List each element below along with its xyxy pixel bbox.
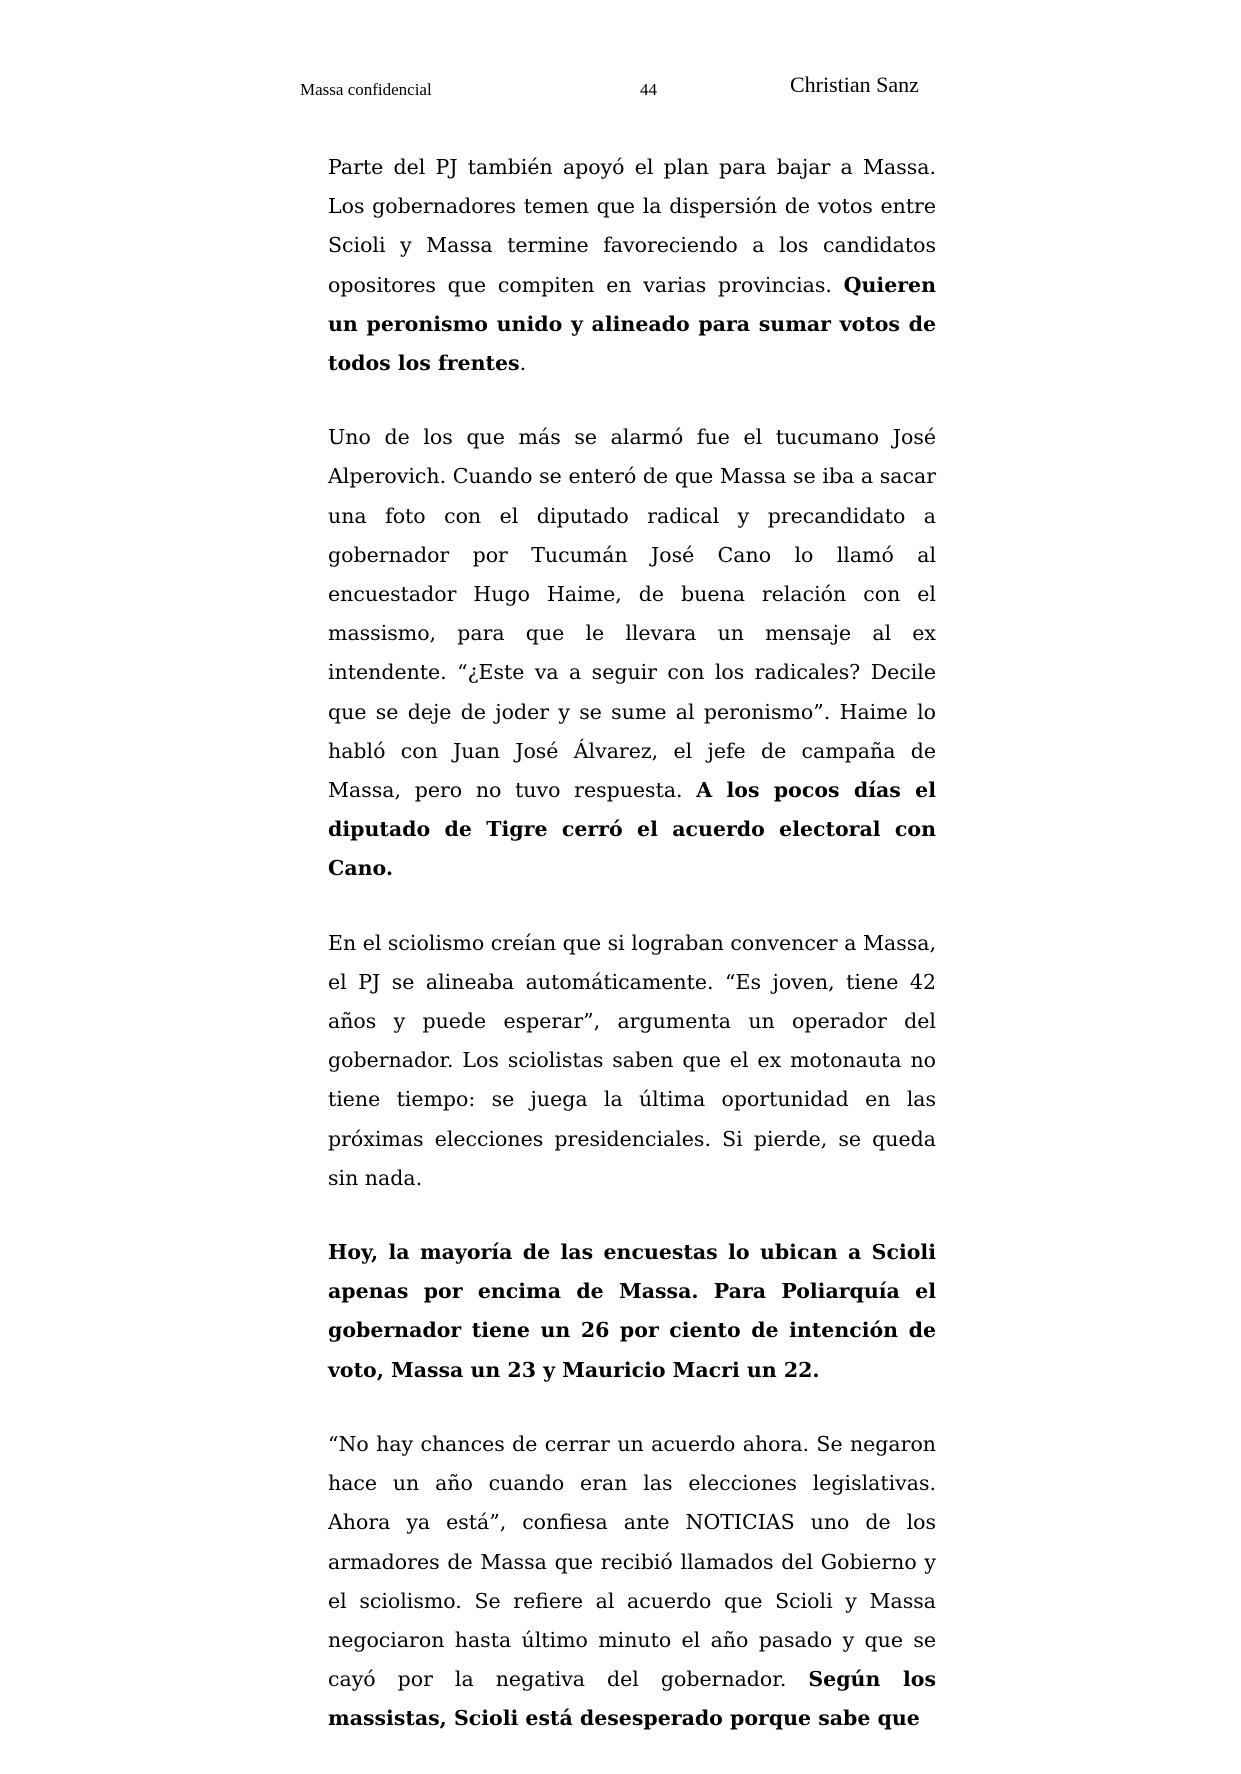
text-run: “No hay chances de cerrar un acuerdo ahora. Se negaron hace un año cuando eran las elecciones legislativas. Ahora ya está”, confiesa ante NOTICIAS uno de los armadores de Massa que recibió llamados del Gobierno y el sciolismo. Se refiere al acuerdo que Scioli y Massa negociaron hasta último minuto el año pasado y que se cayó por la negativa del gobernador. xyxy=(328,1431,936,1692)
bold-run: Según los massistas, Scioli está desesperado porque sabe que xyxy=(328,1667,936,1731)
text-run: . xyxy=(519,351,527,376)
text-run: En el sciolismo creían que si lograban convencer a Massa, el PJ se alineaba automáticamente. “Es joven, tiene 42 años y puede esperar”, argumenta un operador del gobernador. Los sciolistas saben que el ex motonauta no tiene tiempo: se juega la última oportunidad en las próximas elecciones presidenciales. Si pierde, se queda sin nada. xyxy=(328,930,936,1190)
paragraph-2 xyxy=(328,418,936,888)
text-run: Uno de los que más se alarmó fue el tucumano José Alperovich. Cuando se enteró de que Massa se iba a sacar una foto con el diputado radical y precandidato a gobernador por Tucumán José Cano lo llamó al encuestador Hugo Haime, de buena relación con el massismo, para que le llevara un mensaje al ex intendente. “¿Este va a seguir con los radicales? Decile que se deje de joder y se sume al peronismo”. Haime lo habló con Juan José Álvarez, el jefe de campaña de Massa, pero no tuvo respuesta. xyxy=(328,425,936,803)
author-name: Christian Sanz xyxy=(790,72,919,97)
bold-run: A los pocos días el diputado de Tigre cerró el acuerdo electoral con Cano. xyxy=(328,778,936,881)
paragraph-5 xyxy=(328,1425,936,1739)
page-number: 44 xyxy=(640,80,657,99)
paragraph-4 xyxy=(328,1233,936,1390)
book-title: Massa confidencial xyxy=(300,80,432,99)
bold-run: Hoy, la mayoría de las encuestas lo ubican a Scioli apenas por encima de Massa. Para Poliarquía el gobernador tiene un 26 por ciento de intención de voto, Massa un 23 y Mauricio Macri un 22. xyxy=(328,1240,936,1382)
body-text xyxy=(328,148,936,1774)
page-header xyxy=(0,68,1241,108)
bold-run: Quieren un peronismo unido y alineado para sumar votos de todos los frentes xyxy=(328,272,936,376)
paragraph-3 xyxy=(328,924,936,1198)
text-run: Parte del PJ también apoyó el plan para bajar a Massa. Los gobernadores temen que la dispersión de votos entre Scioli y Massa termine favoreciendo a los candidatos opositores que compiten en varias provincias. xyxy=(328,155,936,297)
paragraph-1 xyxy=(328,148,936,383)
